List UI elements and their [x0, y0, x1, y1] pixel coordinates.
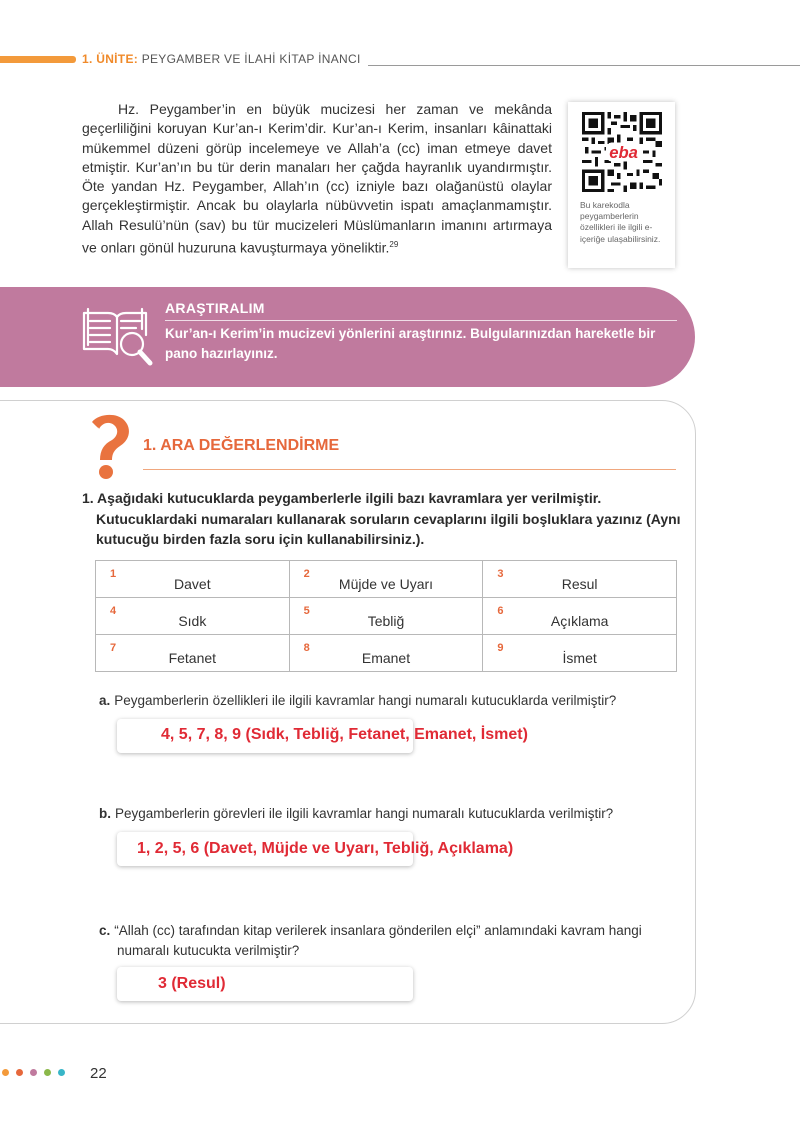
qr-card[interactable] — [568, 102, 675, 268]
grid-cell — [483, 598, 677, 635]
grid-row — [96, 635, 677, 672]
cell-label: Sıdk — [178, 613, 207, 629]
subquestion-letter: b. — [99, 806, 111, 821]
cell-label: Davet — [174, 576, 211, 592]
footnote-ref: 29 — [389, 240, 399, 250]
cell-number: 2 — [303, 568, 310, 580]
question-head-icon — [78, 412, 138, 480]
grid-cell — [289, 635, 483, 672]
qr-code-icon[interactable] — [582, 112, 662, 192]
evaluation-rule — [143, 469, 676, 470]
cell-label: Emanet — [361, 650, 411, 666]
subquestion-c — [99, 921, 697, 961]
cell-label: Resul — [561, 576, 598, 592]
subquestion-letter: c. — [99, 923, 111, 938]
svg-text:cd: cd — [92, 435, 102, 444]
evaluation-title: 1. ARA DEĞERLENDİRME — [143, 437, 340, 454]
grid-row — [96, 598, 677, 635]
answer-b: 1, 2, 5, 6 (Davet, Müjde ve Uyarı, Tebliğ, Açıklama) — [137, 840, 514, 857]
footer-dot — [2, 1069, 9, 1076]
footer-dot — [16, 1069, 23, 1076]
cell-label: Fetanet — [168, 650, 217, 666]
research-text: Kur’an-ı Kerim’in mucizevi yönlerini araştırınız. Bulgularınızdan hareketle bir pano hazırlayınız. — [165, 326, 656, 361]
subquestion-letter: a. — [99, 693, 111, 708]
grid-cell — [96, 561, 290, 598]
book-magnifier-icon — [80, 299, 158, 373]
subquestion-text: Peygamberlerin özellikleri ile ilgili kavramlar hangi numaralı kutucuklarda verilmiştir? — [114, 693, 617, 708]
intro-paragraph — [82, 100, 552, 258]
grid-cell — [96, 635, 290, 672]
research-title: ARAŞTIRALIM — [165, 300, 265, 316]
footer-dot — [30, 1069, 37, 1076]
header-rule — [368, 65, 800, 66]
concept-grid — [95, 560, 677, 672]
research-panel — [0, 287, 695, 387]
grid-cell — [289, 598, 483, 635]
cell-number: 4 — [110, 605, 117, 617]
cell-number: 3 — [497, 568, 504, 580]
footer-dot — [58, 1069, 65, 1076]
intro-text: Hz. Peygamber’in en büyük mucizesi her zaman ve mekânda geçerliliğini koruyan Kur’an-ı Kerim’dir. Kur’an-ı Kerim, insanları kâinattaki mükemmel düzeni görüp incelemeye ve Allah’a (cc) iman etmeye davet etmiştir. Kur’an’ın bu tür derin manaları her çağda hayranlık uyandırmıştır. Öte yandan Hz. Peygamber, Allah’ın (cc) izniyle bazı olağanüstü olaylar gerçekleştirmiştir. Ancak bu olaylarla nübüvvetin ispatı amaçlanmamıştır. Allah Resulü’nün (sav) bu tür mucizeleri Müslümanların imanını artırmaya ve onları gönül huzuruna kavuşturmaya yöneliktir. — [82, 101, 552, 256]
cell-number: 5 — [303, 605, 310, 617]
unit-title: PEYGAMBER VE İLAHİ KİTAP İNANCI — [141, 52, 361, 66]
unit-label: 1. ÜNİTE: — [82, 52, 139, 66]
subquestion-text: “Allah (cc) tarafından kitap verilerek insanlara gönderilen elçi” anlamındaki kavram hangi numaralı kutucukta verilmiştir? — [114, 923, 642, 958]
cell-number: 9 — [497, 642, 504, 654]
header-accent-bar — [0, 56, 76, 63]
cell-label: Tebliğ — [367, 613, 405, 629]
cell-number: 1 — [110, 568, 117, 580]
cell-label: Müjde ve Uyarı — [338, 576, 434, 592]
subquestion-b — [99, 804, 679, 824]
svg-text:ab: ab — [90, 425, 100, 434]
cell-number: 7 — [110, 642, 117, 654]
grid-cell — [289, 561, 483, 598]
research-rule — [165, 320, 677, 321]
cell-number: 8 — [303, 642, 310, 654]
cell-number: 6 — [497, 605, 504, 617]
subquestion-text: Peygamberlerin görevleri ile ilgili kavramlar hangi numaralı kutucuklarda verilmiştir? — [115, 806, 614, 821]
answer-c: 3 (Resul) — [158, 975, 226, 992]
cell-label: İsmet — [562, 650, 597, 666]
qr-caption: Bu karekodla peygamberlerin özellikleri ile ilgili e-içeriğe ulaşabilirsiniz. — [580, 200, 661, 244]
answer-a: 4, 5, 7, 8, 9 (Sıdk, Tebliğ, Fetanet, Emanet, İsmet) — [161, 726, 528, 743]
unit-header — [82, 52, 361, 66]
subquestion-a — [99, 691, 679, 711]
cell-label: Açıklama — [550, 613, 609, 629]
footer-dot — [44, 1069, 51, 1076]
grid-cell — [96, 598, 290, 635]
eba-logo: eba — [609, 143, 638, 163]
page-number: 22 — [90, 1065, 107, 1082]
question-1: 1. Aşağıdaki kutucuklarda peygamberlerle ilgili bazı kavramlara yer verilmiştir. Kutucuklardaki numaraları kullanarak soruların cevaplarını ilgili boşluklara yazınız (Aynı kutucuğu birden fazla soru için kullanabilirsiniz.). — [82, 490, 681, 547]
grid-cell — [483, 561, 677, 598]
grid-cell — [483, 635, 677, 672]
grid-row — [96, 561, 677, 598]
